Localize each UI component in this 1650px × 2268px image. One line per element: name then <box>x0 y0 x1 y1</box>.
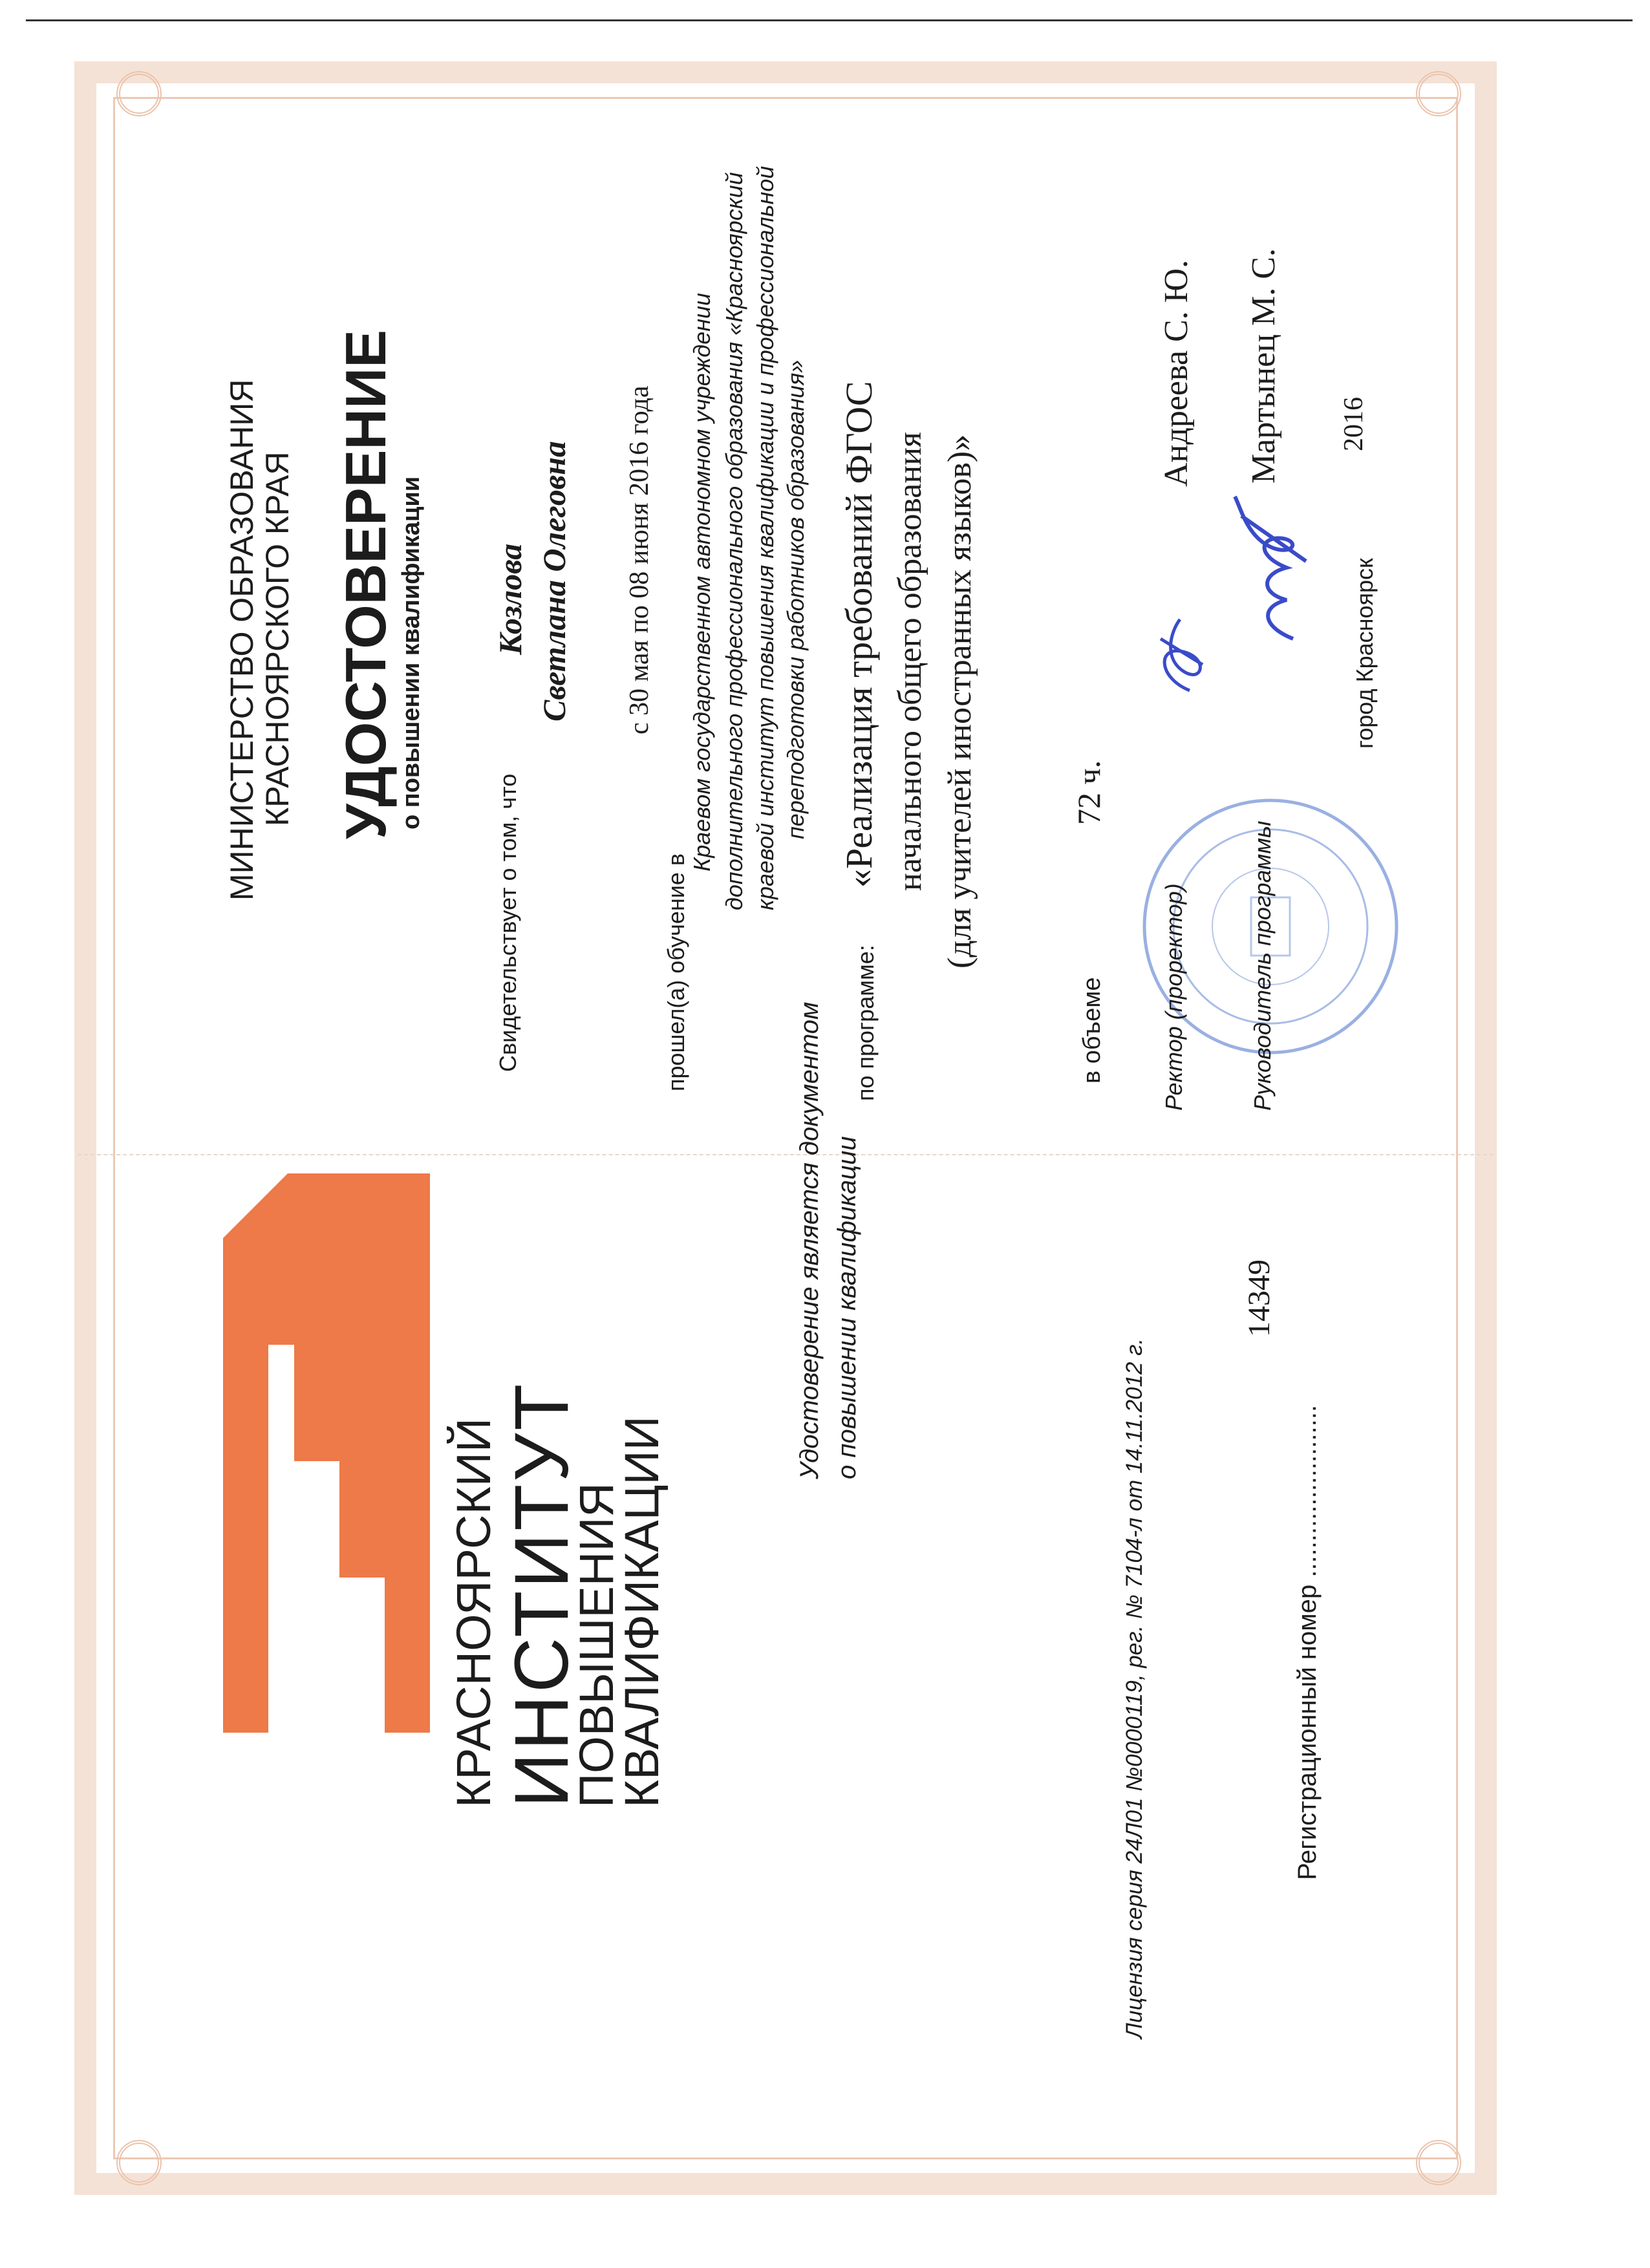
registration-number: 14349 <box>1242 1259 1276 1337</box>
program-line2: начального общего образования <box>892 432 928 891</box>
registration-label: Регистрационный номер ........................ <box>1293 1405 1322 1880</box>
program-head-label: Руководитель программы <box>1249 820 1276 1111</box>
institution-line1: Краевом государственном автономном учреждении <box>689 292 715 872</box>
program-head-signature-icon <box>1222 484 1325 652</box>
volume-value: 72 ч. <box>1071 760 1107 825</box>
ministry-line1: МИНИСТЕРСТВО ОБРАЗОВАНИЯ <box>224 379 260 901</box>
logo-name-line2: ИНСТИТУТ <box>499 1381 584 1808</box>
document-subtitle: о повышении квалификации <box>398 476 425 829</box>
program-line1: «Реализация требований ФГОС <box>838 381 880 888</box>
surname: Козлова <box>492 543 528 655</box>
trained-in-label: прошел(а) обучение в <box>663 853 689 1091</box>
institution-line3: краевой институт повышения квалификации и профессиональной <box>752 166 778 910</box>
logo-name-line1: КРАСНОЯРСКИЙ <box>447 1418 500 1808</box>
rector-label: Ректор (проректор) <box>1161 883 1187 1111</box>
program-line3: (для учителей иностранных языков)» <box>941 434 978 968</box>
logo-name-line4: КВАЛИФИКАЦИИ <box>615 1416 669 1808</box>
license-text: Лицензия серия 24Л01 №0000119, рег. № 7104-л от 14.11.2012 г. <box>1122 1338 1147 2038</box>
document-note-line1: Удостоверение является документом <box>795 1001 824 1479</box>
issue-year: 2016 <box>1339 397 1369 451</box>
rector-name: Андреева С. Ю. <box>1158 259 1195 487</box>
institute-logo-icon <box>210 1164 443 1746</box>
training-period: с 30 мая по 08 июня 2016 года <box>625 385 654 734</box>
city-text: город Красноярск <box>1351 558 1378 749</box>
certifies-text: Свидетельствует о том, что <box>495 773 521 1072</box>
document-note-line2: о повышении квалификации <box>833 1136 861 1479</box>
given-names: Светлана Олеговна <box>536 441 572 722</box>
institution-line2: дополнительного профессионального образования «Красноярский <box>721 172 747 910</box>
volume-label: в объеме <box>1078 977 1106 1084</box>
document-title: УДОСТОВЕРЕНИЕ <box>334 330 398 839</box>
logo-name-line3: ПОВЫШЕНИЯ <box>570 1482 623 1808</box>
rector-signature-icon <box>1144 606 1222 703</box>
program-label: по программе: <box>852 945 879 1101</box>
ministry-line2: КРАСНОЯРСКОГО КРАЯ <box>259 451 295 826</box>
program-head-name: Мартынец М. С. <box>1245 248 1282 484</box>
institution-line4: переподготовки работников образования» <box>782 359 809 839</box>
